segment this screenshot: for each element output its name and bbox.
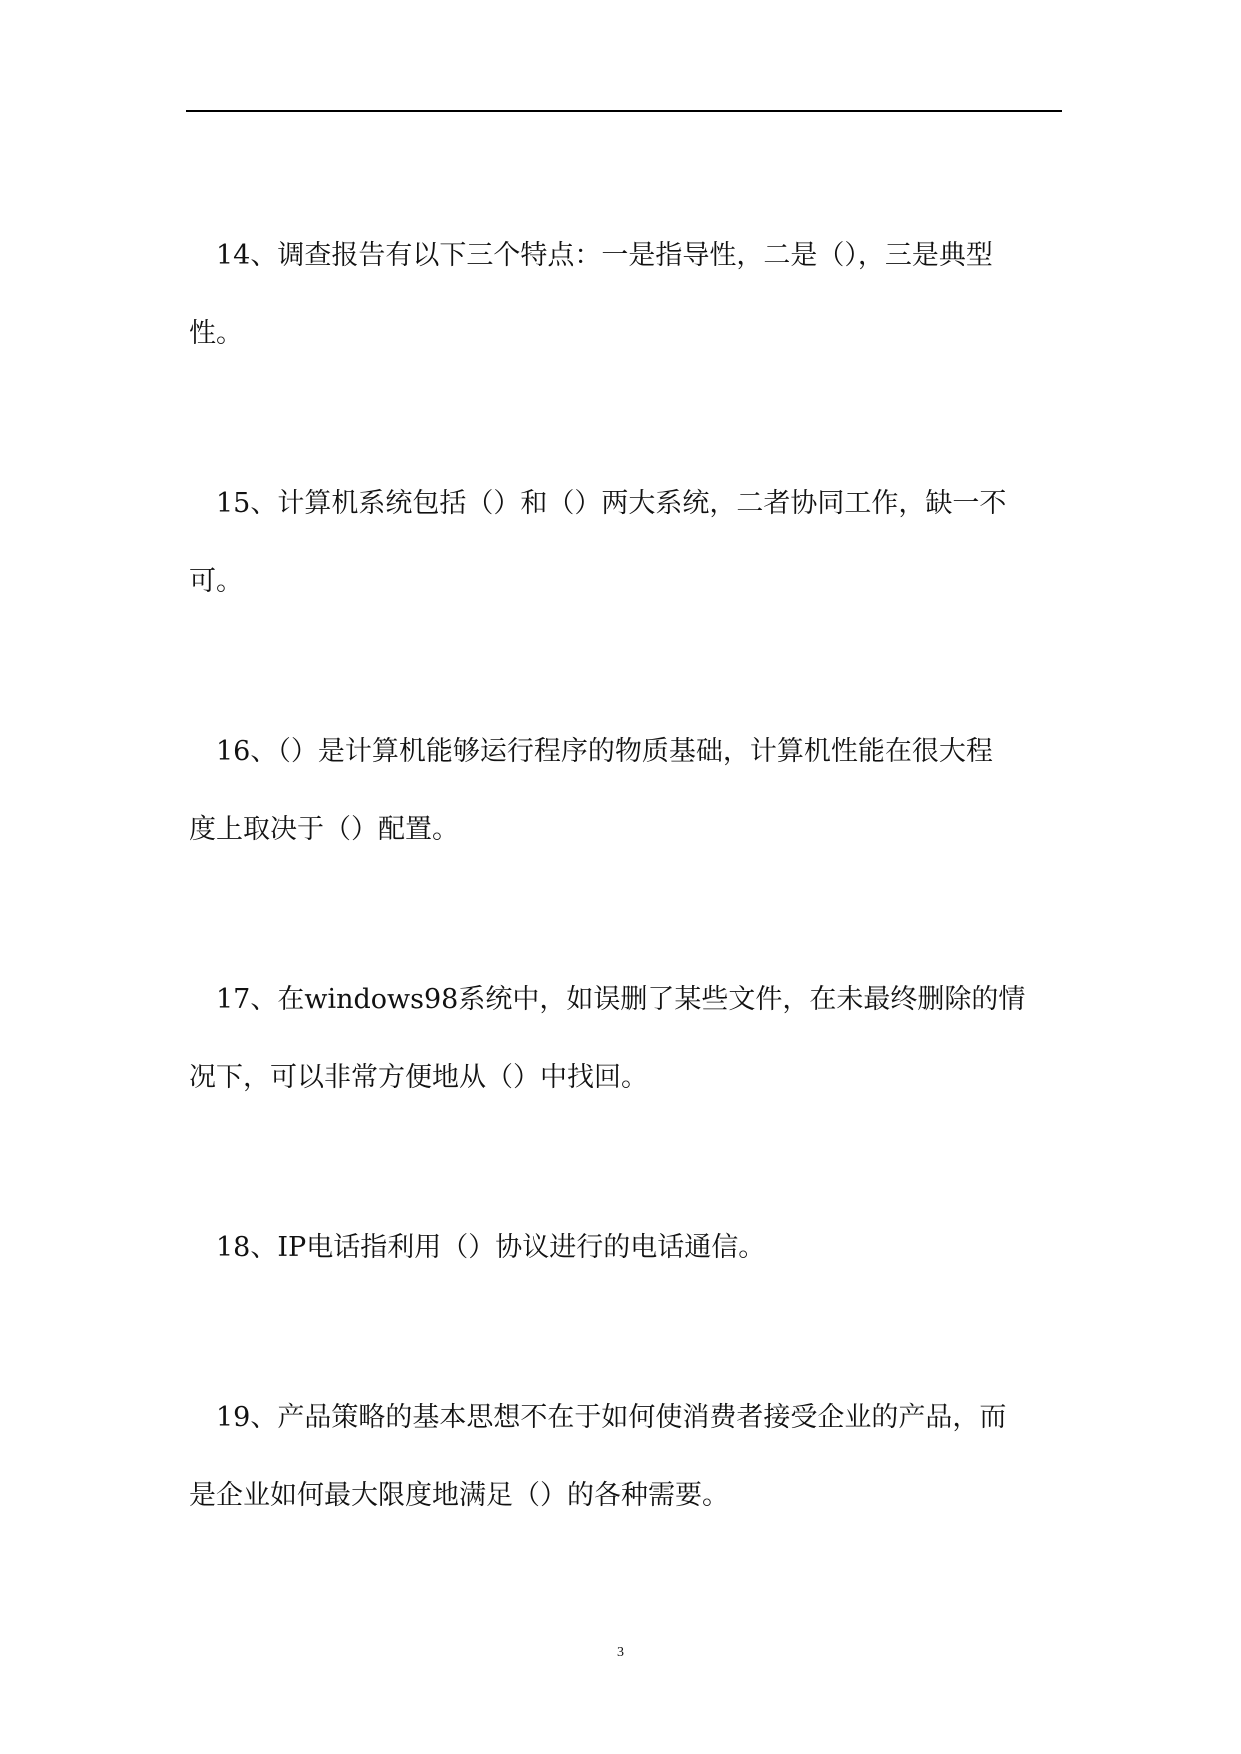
question-17	[189, 986, 1059, 1092]
header-rule	[186, 110, 1062, 112]
question-18	[189, 1234, 1059, 1262]
question-16	[189, 738, 1059, 844]
question-15	[189, 490, 1059, 596]
question-19-line-1: 19、产品策略的基本思想不在于如何使消费者接受企业的产品，而	[216, 1402, 1007, 1433]
question-14-line-2: 性。	[189, 318, 243, 349]
question-14-line-1: 14、调查报告有以下三个特点：一是指导性，二是（），三是典型	[216, 240, 993, 271]
question-16-line-1: 16、（）是计算机能够运行程序的物质基础，计算机性能在很大程	[216, 736, 993, 767]
question-16-line-2: 度上取决于（）配置。	[189, 814, 459, 845]
question-17-line-2: 况下，可以非常方便地从（）中找回。	[189, 1062, 648, 1093]
question-14	[189, 242, 1059, 348]
question-19	[189, 1404, 1059, 1510]
page-number: 3	[617, 1645, 624, 1660]
question-list	[189, 242, 1059, 1510]
question-19-line-2: 是企业如何最大限度地满足（）的各种需要。	[189, 1480, 729, 1511]
question-15-line-2: 可。	[189, 566, 243, 597]
question-18-line-1: 18、IP电话指利用（）协议进行的电话通信。	[216, 1232, 766, 1263]
question-17-line-1: 17、在windows98系统中，如误删了某些文件，在未最终删除的情	[216, 984, 1026, 1015]
question-15-line-1: 15、计算机系统包括（）和（）两大系统，二者协同工作，缺一不	[216, 488, 1007, 519]
